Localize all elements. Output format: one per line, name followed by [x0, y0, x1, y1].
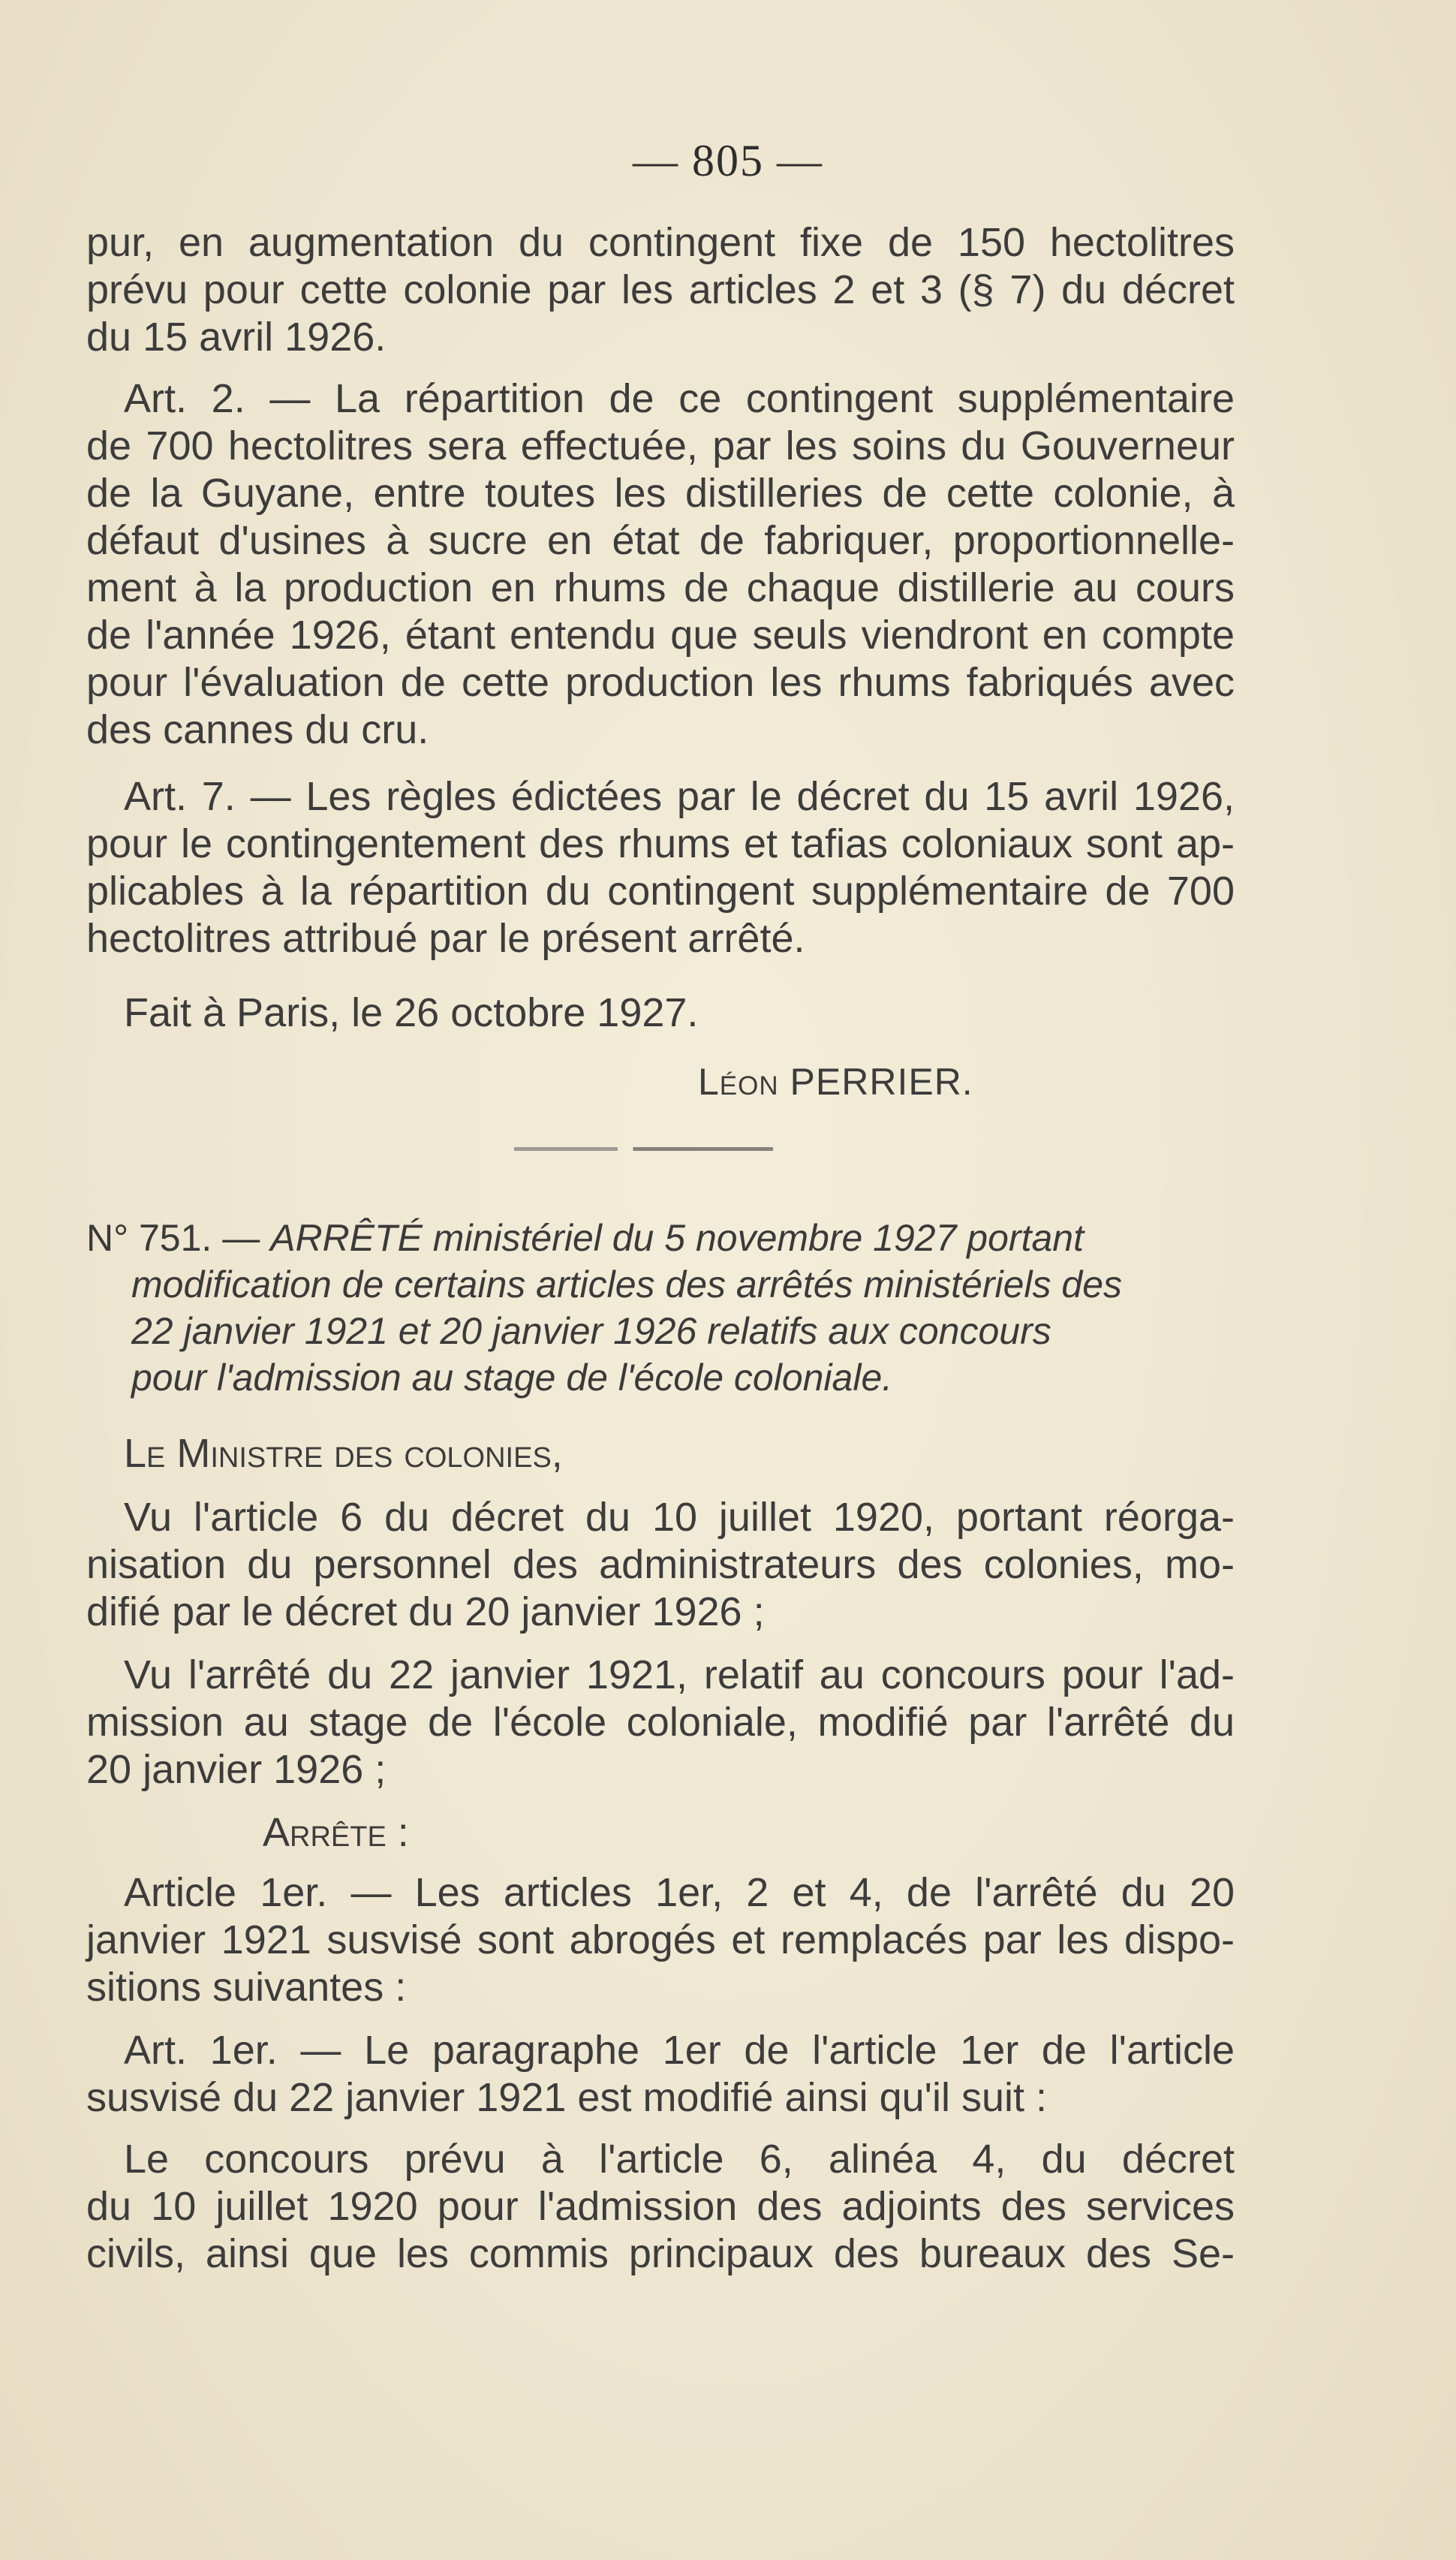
article-2-paragraph [86, 375, 1235, 754]
text-line: nisation du personnel des administrateurs des colonies, mo- [86, 1542, 1235, 1587]
text-line: prévu pour cette colonie par les articles 2 et 3 (§ 7) du décret [86, 267, 1235, 312]
text-line: Fait à Paris, le 26 octobre 1927. [124, 990, 699, 1035]
continuation-paragraph [86, 219, 1235, 361]
text-line: Art. 7. — Les règles édictées par le décret du 15 avril 1926, [124, 774, 1235, 819]
minister-line [86, 1430, 1235, 1477]
page-number: — 805 — [633, 136, 823, 185]
decree-title-line-1 [86, 1215, 1235, 1261]
decree-title-text: ARRÊTÉ ministériel du 5 novembre 1927 portant [270, 1217, 1084, 1259]
date-place-line [86, 989, 1235, 1037]
decree-title-line: modification de certains articles des arrêtés ministériels des [131, 1263, 1122, 1306]
text-line: difié par le décret du 20 janvier 1926 ; [86, 1589, 765, 1634]
text-line: Article 1er. — Les articles 1er, 2 et 4, de l'arrêté du 20 [124, 1870, 1235, 1915]
text-line: Vu l'article 6 du décret du 10 juillet 1920, portant réorga- [124, 1495, 1235, 1540]
vu-paragraph-1 [86, 1494, 1235, 1636]
text-line: Vu l'arrêté du 22 janvier 1921, relatif au concours pour l'ad- [124, 1652, 1235, 1697]
text-line: mission au stage de l'école coloniale, modifié par l'arrêté du [86, 1700, 1235, 1745]
text-line: civils, ainsi que les commis principaux des bureaux des Se- [86, 2231, 1235, 2276]
text-line: pur, en augmentation du contingent fixe de 150 hectolitres [86, 220, 1235, 265]
article-7-paragraph [86, 773, 1235, 962]
text-line: susvisé du 22 janvier 1921 est modifié ainsi qu'il suit : [86, 2075, 1047, 2120]
decree-title-line: 22 janvier 1921 et 20 janvier 1926 relatifs aux concours [131, 1310, 1051, 1352]
decree-number: N° 751. — [86, 1217, 260, 1259]
text-line: Art. 1er. — Le paragraphe 1er de l'article 1er de l'article [124, 2028, 1235, 2073]
text-line: du 10 juillet 1920 pour l'admission des adjoints des services [86, 2184, 1235, 2229]
concours-paragraph [86, 2136, 1235, 2278]
art-1-sub-paragraph [86, 2027, 1235, 2122]
text-line: ment à la production en rhums de chaque distillerie au cours [86, 565, 1235, 610]
text-line: de 700 hectolitres sera effectuée, par les soins du Gouverneur [86, 423, 1235, 468]
text-line: des cannes du cru. [86, 707, 429, 752]
text-line: hectolitres attribué par le présent arrêté. [86, 916, 805, 961]
text-line: sitions suivantes : [86, 1965, 407, 2010]
decree-title-line: pour l'admission au stage de l'école coloniale. [131, 1357, 893, 1399]
text-line: pour le contingentement des rhums et tafias coloniaux sont ap- [86, 821, 1235, 866]
vu-paragraph-2 [86, 1652, 1235, 1794]
article-1-paragraph [86, 1869, 1235, 2011]
text-line: plicables à la répartition du contingent supplémentaire de 700 [86, 869, 1235, 914]
text-line: Art. 2. — La répartition de ce contingent supplémentaire [124, 376, 1235, 421]
text-line: pour l'évaluation de cette production les rhums fabriqués avec [86, 660, 1235, 705]
arrete-line [86, 1809, 1235, 1857]
text-line: du 15 avril 1926. [86, 315, 387, 360]
text-line: défaut d'usines à sucre en état de fabriquer, proportionnelle- [86, 518, 1235, 563]
text-line: Arrête : [263, 1810, 409, 1855]
text-line: Le Ministre des colonies, [124, 1431, 563, 1476]
signature: Léon PERRIER. [698, 1061, 973, 1103]
text-line: de la Guyane, entre toutes les distilleries de cette colonie, à [86, 471, 1235, 516]
text-line: Le concours prévu à l'article 6, alinéa 4, du décret [124, 2137, 1235, 2182]
text-line: de l'année 1926, étant entendu que seuls viendront en compte [86, 613, 1235, 658]
decree-heading [86, 1215, 1235, 1401]
text-line: 20 janvier 1926 ; [86, 1747, 387, 1792]
section-divider [514, 1147, 773, 1151]
text-line: janvier 1921 susvisé sont abrogés et remplacés par les dispo- [86, 1917, 1235, 1962]
